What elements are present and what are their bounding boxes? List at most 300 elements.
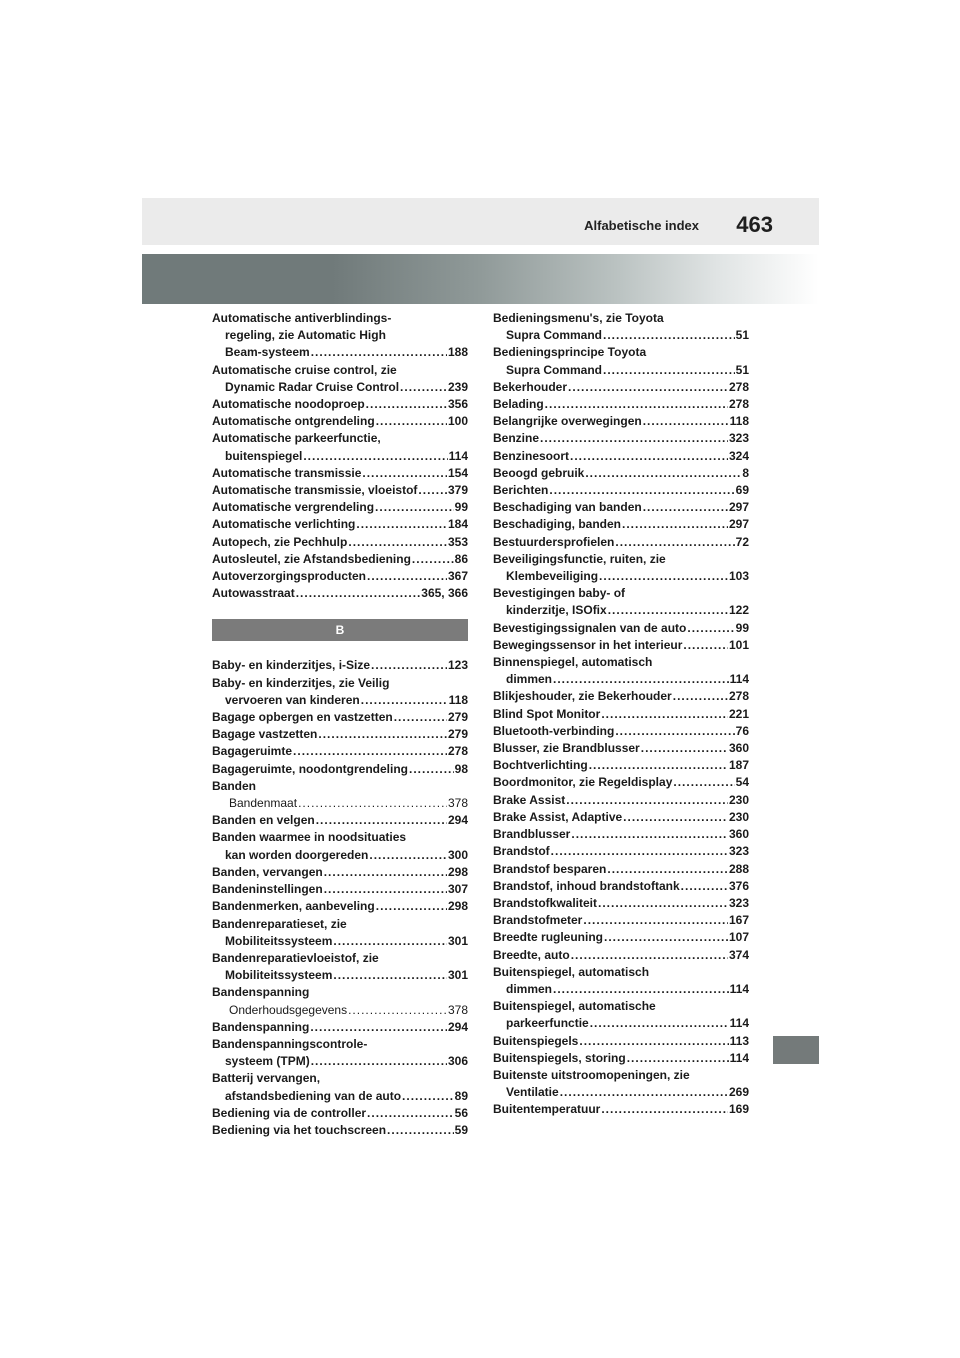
index-entry: [493, 947, 749, 964]
index-entry-text: Klembeveiliging: [506, 569, 599, 584]
index-entry-text: Bandenspanning: [212, 1019, 310, 1034]
index-entry: [212, 1122, 468, 1139]
dot-leader: [375, 499, 454, 516]
index-entry-text: Blikjeshouder, zie Bekerhouder: [493, 689, 672, 704]
index-entry-line: [212, 430, 468, 447]
index-entry-text: Supra Command: [506, 362, 603, 377]
index-entry-line: [212, 778, 468, 795]
index-entry-text: Beveiligingsfunctie, ruiten, zie: [493, 551, 666, 566]
index-page-ref: 221: [728, 706, 749, 721]
dot-leader: [311, 1053, 447, 1070]
index-entry-text: Bandeninstellingen: [212, 882, 323, 897]
index-list-a: [212, 310, 468, 602]
index-entry-line: [493, 861, 749, 878]
dot-leader: [412, 551, 454, 568]
dot-leader: [371, 657, 447, 674]
index-entry: [212, 675, 468, 709]
section-header-b: B: [212, 619, 468, 641]
dot-leader: [551, 843, 728, 860]
index-entry-text: Bedieningsprincipe Toyota: [493, 345, 647, 360]
index-entry: [212, 1002, 468, 1019]
index-entry-text: Beoogd gebruik: [493, 465, 585, 480]
index-entry-line: [493, 327, 749, 344]
index-entry-line: [212, 1002, 468, 1019]
index-entry-line: [493, 878, 749, 895]
dot-leader: [553, 981, 729, 998]
index-entry-line: [493, 947, 749, 964]
dot-leader: [298, 795, 447, 812]
index-entry-line: [212, 1036, 468, 1053]
index-page-ref: 376: [728, 878, 749, 893]
index-entry: [493, 482, 749, 499]
dot-leader: [400, 379, 447, 396]
index-entry: [493, 723, 749, 740]
index-entry-line: [212, 327, 468, 344]
index-entry: [212, 568, 468, 585]
dot-leader: [590, 1015, 729, 1032]
index-entry-text: Binnenspiegel, automatisch: [493, 655, 653, 670]
index-entry-line: [212, 829, 468, 846]
index-entry-text: Banden: [212, 778, 257, 793]
index-entry-text: Ventilatie: [506, 1085, 559, 1100]
dot-leader: [356, 516, 447, 533]
index-entry: [212, 551, 468, 568]
index-entry-line: [493, 344, 749, 361]
index-entry-text: Bandenreparatievloeistof, zie: [212, 950, 379, 965]
index-entry-text: Blind Spot Monitor: [493, 706, 601, 721]
index-entry: [212, 534, 468, 551]
index-entry: [493, 998, 749, 1032]
page-number: 463: [736, 212, 773, 237]
index-entry-text: Buitenspiegel, automatisch: [493, 964, 650, 979]
index-entry-line: [493, 430, 749, 447]
index-entry-line: [493, 826, 749, 843]
index-entry-text: Benzine: [493, 431, 540, 446]
index-entry-text: Mobiliteitssysteem: [225, 968, 333, 983]
index-entry-line: [493, 981, 749, 998]
index-entry-line: [493, 1015, 749, 1032]
index-entry-line: [493, 912, 749, 929]
index-column-right: [493, 310, 749, 1119]
index-entry-line: [493, 310, 749, 327]
index-entry-text: parkeerfunctie: [506, 1016, 589, 1031]
index-entry-line: [493, 534, 749, 551]
index-entry-line: [212, 1105, 468, 1122]
index-entry: [493, 929, 749, 946]
dot-leader: [673, 688, 728, 705]
index-entry-line: [212, 933, 468, 950]
dot-leader: [601, 706, 728, 723]
dot-leader: [643, 499, 728, 516]
index-entry: [493, 620, 749, 637]
index-entry-line: [212, 795, 468, 812]
index-entry-text: Bandenmaat: [229, 796, 298, 811]
index-entry-text: Baby- en kinderzitjes, zie Veilig: [212, 675, 390, 690]
header-gradient-band: [142, 254, 819, 304]
index-entry-line: [212, 898, 468, 915]
index-entry-line: [212, 465, 468, 482]
index-entry: [212, 1019, 468, 1036]
dot-leader: [361, 692, 448, 709]
index-entry: [493, 809, 749, 826]
index-page-ref: 378: [447, 1002, 468, 1017]
index-entry-line: [493, 654, 749, 671]
index-entry-line: [493, 774, 749, 791]
index-entry-text: Bagage vastzetten: [212, 727, 318, 742]
index-page-ref: 374: [728, 947, 749, 962]
index-entry-line: [493, 637, 749, 654]
index-entry: [493, 344, 749, 378]
index-entry-text: kinderzitje, ISOfix: [506, 603, 607, 618]
index-entry-text: Autosleutel, zie Afstandsbediening: [212, 551, 411, 566]
index-entry-line: [212, 551, 468, 568]
index-entry-line: [493, 585, 749, 602]
dot-leader: [603, 362, 735, 379]
index-entry: [212, 743, 468, 760]
index-entry-text: Banden, vervangen: [212, 864, 323, 879]
index-entry: [493, 551, 749, 585]
index-entry-line: [493, 499, 749, 516]
index-entry: [493, 654, 749, 688]
dot-leader: [376, 413, 447, 430]
dot-leader: [316, 812, 447, 829]
index-page-ref: 167: [728, 913, 749, 928]
index-entry: [493, 430, 749, 447]
index-entry: [493, 964, 749, 998]
dot-leader: [369, 847, 447, 864]
index-entry-text: Bandenmerken, aanbeveling: [212, 899, 375, 914]
index-page-ref: 54: [735, 775, 749, 790]
index-entry-text: Bediening via de controller: [212, 1105, 367, 1120]
dot-leader: [643, 413, 729, 430]
index-page-ref: 324: [728, 448, 749, 463]
index-entry: [212, 657, 468, 674]
index-page-ref: 379: [447, 483, 468, 498]
dot-leader: [583, 912, 728, 929]
index-page-ref: 298: [447, 864, 468, 879]
index-entry-line: [212, 847, 468, 864]
index-page-ref: 307: [447, 882, 468, 897]
index-entry-line: [493, 465, 749, 482]
index-page-ref: 306: [447, 1054, 468, 1069]
index-entry: [212, 482, 468, 499]
index-entry: [493, 1067, 749, 1101]
index-page-ref: 378: [447, 796, 468, 811]
index-page-ref: 365, 366: [421, 586, 468, 601]
index-entry: [212, 916, 468, 950]
index-entry-line: [493, 396, 749, 413]
index-entry-line: [212, 1070, 468, 1087]
index-entry-text: dimmen: [506, 672, 553, 687]
index-entry-line: [493, 740, 749, 757]
index-entry-text: Autopech, zie Pechhulp: [212, 534, 348, 549]
index-entry: [212, 795, 468, 812]
index-column-left: [212, 310, 468, 1139]
index-page-ref: 360: [728, 827, 749, 842]
index-page-ref: 123: [447, 658, 468, 673]
index-entry-line: [212, 675, 468, 692]
dot-leader: [615, 723, 734, 740]
index-entry: [212, 778, 468, 795]
dot-leader: [362, 465, 447, 482]
index-entry: [493, 843, 749, 860]
index-page-ref: 294: [447, 813, 468, 828]
index-entry-text: Bediening via het touchscreen: [212, 1122, 387, 1137]
index-entry-line: [493, 964, 749, 981]
index-entry-text: Automatische parkeerfunctie,: [212, 431, 381, 446]
index-entry: [493, 861, 749, 878]
index-entry: [493, 413, 749, 430]
index-entry-text: Banden waarmee in noodsituaties: [212, 830, 407, 845]
index-page-ref: 367: [447, 569, 468, 584]
dot-leader: [348, 534, 447, 551]
index-entry-text: Bedieningsmenu's, zie Toyota: [493, 311, 664, 325]
index-entry-text: Bagageruimte: [212, 744, 293, 759]
index-entry-line: [493, 1050, 749, 1067]
index-page-ref: 294: [447, 1019, 468, 1034]
index-entry-text: Automatische ontgrendeling: [212, 414, 375, 429]
dot-leader: [549, 482, 734, 499]
dot-leader: [545, 396, 728, 413]
index-entry-line: [212, 568, 468, 585]
index-entry: [212, 362, 468, 396]
index-entry: [212, 881, 468, 898]
dot-leader: [607, 861, 728, 878]
index-entry: [212, 1105, 468, 1122]
index-entry-line: [493, 1084, 749, 1101]
index-entry-line: [212, 1019, 468, 1036]
index-entry-text: systeem (TPM): [225, 1054, 310, 1069]
index-entry-line: [212, 881, 468, 898]
index-entry-text: dimmen: [506, 981, 553, 996]
index-page-ref: 59: [454, 1122, 468, 1137]
index-entry: [493, 757, 749, 774]
index-page-ref: 298: [447, 899, 468, 914]
index-entry-line: [493, 1033, 749, 1050]
dot-leader: [579, 1033, 728, 1050]
index-entry-line: [493, 482, 749, 499]
index-entry-line: [493, 688, 749, 705]
dot-leader: [540, 430, 728, 447]
dot-leader: [568, 379, 728, 396]
index-entry: [493, 310, 749, 344]
dot-leader: [599, 568, 728, 585]
index-entry: [212, 396, 468, 413]
index-entry-text: Brandstof, inhoud brandstoftank: [493, 878, 680, 893]
index-entry: [493, 792, 749, 809]
index-entry-line: [493, 792, 749, 809]
index-entry-line: [493, 1101, 749, 1118]
index-entry-text: Automatische cruise control, zie: [212, 362, 397, 377]
index-page-ref: 114: [448, 448, 468, 463]
index-page-ref: 279: [447, 710, 468, 725]
index-entry-text: Bandenspanningscontrole-: [212, 1036, 368, 1051]
index-page-ref: 118: [729, 414, 749, 429]
index-entry-line: [493, 723, 749, 740]
index-page-ref: 114: [729, 672, 749, 687]
index-entry: [493, 912, 749, 929]
index-page-ref: 103: [728, 569, 749, 584]
index-entry: [493, 534, 749, 551]
dot-leader: [598, 895, 728, 912]
index-entry-text: Supra Command: [506, 328, 603, 343]
index-entry: [212, 465, 468, 482]
index-page-ref: 323: [728, 844, 749, 859]
index-page-ref: 51: [735, 362, 749, 377]
dot-leader: [687, 620, 734, 637]
index-entry-line: [212, 344, 468, 361]
dot-leader: [296, 585, 421, 602]
dot-leader: [589, 757, 728, 774]
index-entry-line: [212, 499, 468, 516]
index-entry-line: [212, 916, 468, 933]
index-page-ref: 76: [735, 723, 749, 738]
dot-leader: [387, 1122, 454, 1139]
dot-leader: [318, 726, 447, 743]
index-entry-line: [212, 379, 468, 396]
index-entry: [493, 895, 749, 912]
dot-leader: [622, 516, 728, 533]
index-entry-text: Buitenspiegel, automatische: [493, 999, 656, 1014]
index-entry-text: kan worden doorgereden: [225, 847, 369, 862]
index-list-b: [212, 657, 468, 1139]
index-entry: [212, 950, 468, 984]
index-entry: [493, 740, 749, 757]
dot-leader: [641, 740, 728, 757]
index-entry: [212, 898, 468, 915]
index-entry-text: Mobiliteitssysteem: [225, 933, 333, 948]
index-entry-text: Bevestigingen baby- of: [493, 586, 626, 601]
index-entry-text: Dynamic Radar Cruise Control: [225, 379, 400, 394]
index-entry-text: Blusser, zie Brandblusser: [493, 741, 640, 756]
index-entry-text: Brandstofkwaliteit: [493, 895, 598, 910]
index-entry-line: [212, 534, 468, 551]
index-page-ref: 297: [728, 517, 749, 532]
index-page-ref: 323: [728, 895, 749, 910]
dot-leader: [409, 761, 454, 778]
dot-leader: [681, 878, 728, 895]
index-entry-line: [493, 843, 749, 860]
index-entry-text: Beschadiging, banden: [493, 517, 622, 532]
index-page-ref: 230: [728, 792, 749, 807]
index-entry: [493, 396, 749, 413]
index-entry: [212, 1070, 468, 1104]
index-page-ref: 360: [728, 741, 749, 756]
dot-leader: [348, 1002, 447, 1019]
index-page-ref: 100: [447, 414, 468, 429]
index-entry-text: Bagageruimte, noodontgrendeling: [212, 761, 409, 776]
index-entry-text: Bandenspanning: [212, 985, 310, 1000]
index-entry-text: Buitenspiegels: [493, 1033, 579, 1048]
index-entry-text: Buitenste uitstroomopeningen, zie: [493, 1067, 690, 1082]
index-entry-text: Automatische vergrendeling: [212, 500, 375, 515]
index-entry-line: [493, 895, 749, 912]
index-entry-line: [493, 568, 749, 585]
index-entry-text: vervoeren van kinderen: [225, 692, 360, 707]
dot-leader: [333, 967, 447, 984]
index-entry-text: Brake Assist, Adaptive: [493, 809, 623, 824]
index-entry-text: Belading: [493, 397, 544, 412]
index-entry-line: [212, 950, 468, 967]
index-entry-line: [493, 379, 749, 396]
dot-leader: [324, 881, 447, 898]
index-entry-text: Belangrijke overwegingen: [493, 414, 642, 429]
index-entry-line: [493, 1067, 749, 1084]
index-entry-text: Breedte, auto: [493, 947, 570, 962]
index-entry: [212, 1036, 468, 1070]
index-entry-text: Bandenreparatieset, zie: [212, 916, 347, 931]
index-entry-text: Brandstofmeter: [493, 913, 583, 928]
index-entry-text: Automatische noodoproep: [212, 397, 365, 412]
index-entry-line: [212, 761, 468, 778]
index-page-ref: 101: [728, 637, 749, 652]
index-entry-text: Onderhoudsgegevens: [229, 1002, 348, 1017]
dot-leader: [553, 671, 729, 688]
dot-leader: [566, 792, 728, 809]
index-page-ref: 297: [728, 500, 749, 515]
index-page-ref: 56: [454, 1105, 468, 1120]
dot-leader: [623, 809, 728, 826]
index-entry-line: [493, 413, 749, 430]
index-entry: [212, 984, 468, 1001]
index-entry-line: [212, 448, 468, 465]
index-entry: [212, 761, 468, 778]
index-entry: [212, 864, 468, 881]
index-page-ref: 278: [728, 397, 749, 412]
index-entry: [493, 465, 749, 482]
index-page-ref: 184: [447, 517, 468, 532]
index-entry-text: Automatische antiverblindings-: [212, 311, 392, 325]
index-entry-line: [493, 551, 749, 568]
dot-leader: [394, 709, 447, 726]
index-entry: [493, 585, 749, 619]
index-page-ref: 187: [728, 758, 749, 773]
index-entry: [493, 1033, 749, 1050]
index-entry-text: Brandblusser: [493, 827, 571, 842]
index-page-ref: 154: [447, 465, 468, 480]
index-entry-line: [212, 864, 468, 881]
index-page-ref: 269: [728, 1085, 749, 1100]
index-entry-line: [493, 448, 749, 465]
index-entry-text: Automatische transmissie: [212, 465, 362, 480]
index-entry: [493, 706, 749, 723]
dot-leader: [324, 864, 447, 881]
index-entry-line: [212, 967, 468, 984]
index-entry-line: [212, 984, 468, 1001]
dot-leader: [311, 344, 447, 361]
index-entry-text: Bagage opbergen en vastzetten: [212, 710, 393, 725]
index-page-ref: 8: [742, 465, 749, 480]
index-entry-line: [212, 1053, 468, 1070]
index-entry-line: [493, 757, 749, 774]
index-entry-line: [212, 516, 468, 533]
index-entry-text: regeling, zie Automatic High: [225, 328, 386, 343]
index-page-ref: 107: [728, 930, 749, 945]
index-entry-line: [212, 482, 468, 499]
index-page-ref: 230: [728, 809, 749, 824]
index-entry-text: Buitenspiegels, storing: [493, 1050, 626, 1065]
index-entry: [212, 726, 468, 743]
index-page-ref: 118: [448, 692, 468, 707]
index-entry: [212, 709, 468, 726]
index-page-ref: 114: [729, 1016, 749, 1031]
index-entry-line: [212, 362, 468, 379]
index-entry: [493, 688, 749, 705]
index-entry-text: Autowasstraat: [212, 586, 295, 601]
dot-leader: [367, 568, 447, 585]
index-page-ref: 301: [447, 933, 468, 948]
index-entry: [493, 516, 749, 533]
